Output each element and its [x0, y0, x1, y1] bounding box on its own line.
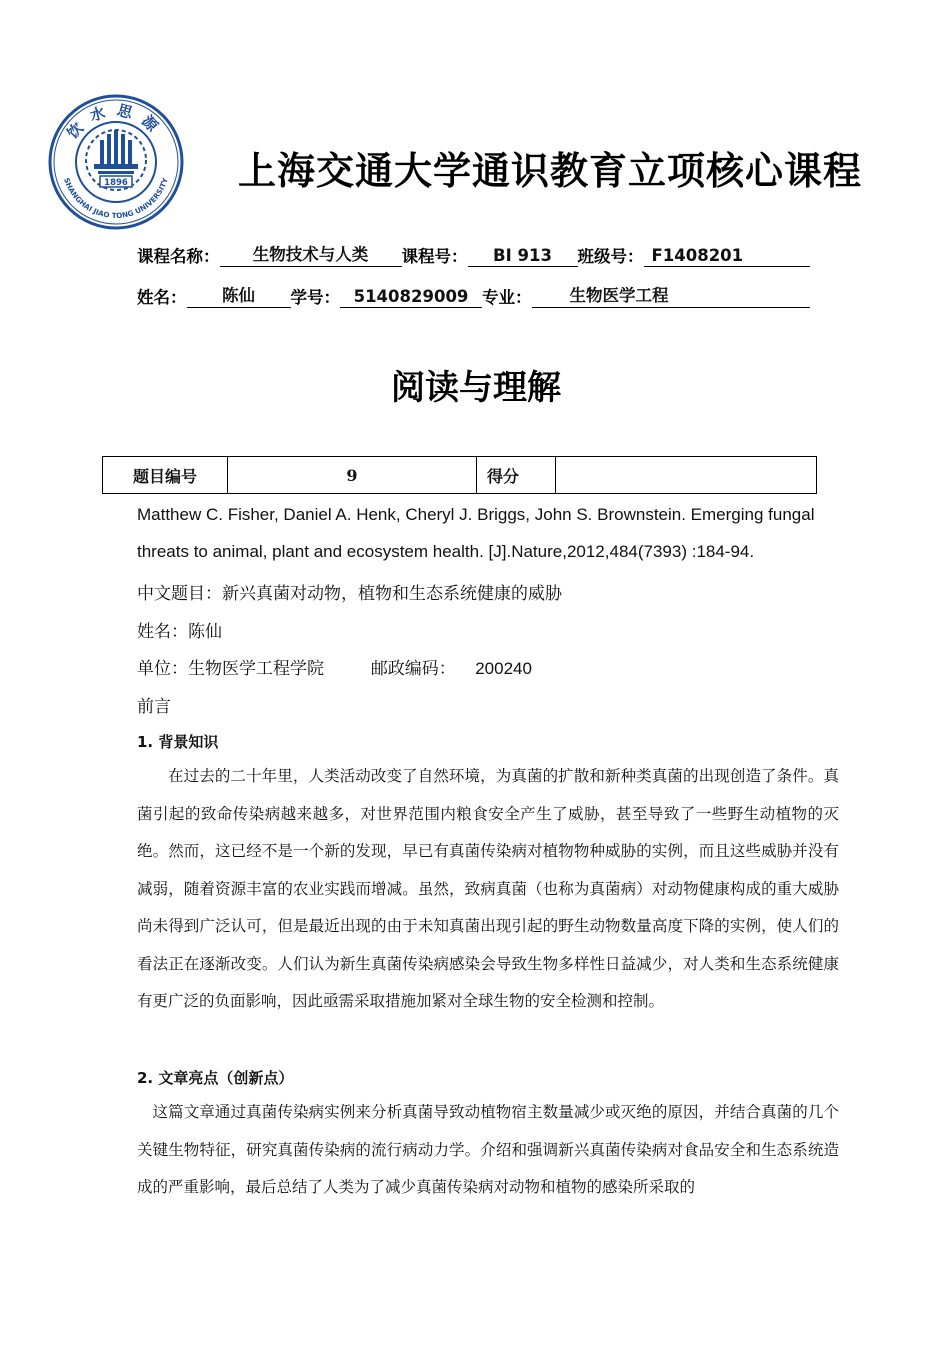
university-title: 上海交通大学通识教育立项核心课程: [238, 149, 863, 193]
svg-text:饮水思源: 饮水思源: [63, 100, 169, 143]
class-no-value: F1408201: [644, 246, 810, 267]
author-name: 姓名：陈仙: [137, 622, 222, 642]
student-id-label: 学号：: [290, 288, 340, 307]
preface-label: 前言: [137, 697, 171, 717]
class-no-label: 班级号：: [577, 247, 644, 266]
unit-line: [137, 654, 532, 679]
major-label: 专业：: [482, 288, 532, 307]
section-1-heading: 1. 背景知识: [137, 733, 219, 751]
name-label: 姓名：: [137, 288, 187, 307]
section-2-paragraph: 这篇文章通过真菌传染病实例来分析真菌导致动植物宿主数量减少或灭绝的原因，并结合真菌的几个关键生物特征，研究真菌传染病的流行病动力学。介绍和强调新兴真菌传染病对食品安全和生态系统造成的严重影响，最后总结了人类为了减少真菌传染病对动物和植物的感染所采取的: [137, 1103, 839, 1196]
citation-line-2: threats to animal, plant and ecosystem health. [J].Nature,2012,484(7393) :184-94.: [137, 542, 755, 561]
score-label: 得分: [477, 457, 556, 494]
score-value[interactable]: [556, 457, 817, 494]
course-info-row: [137, 241, 810, 267]
student-info-row: [137, 282, 810, 308]
section-1-paragraph: 在过去的二十年里，人类活动改变了自然环境，为真菌的扩散和新种类真菌的出现创造了条件。真菌引起的致命传染病越来越多，对世界范围内粮食安全产生了威胁，甚至导致了一些野生动植物的灭绝。然而，这已经不是一个新的发现，早已有真菌传染病对植物物种威胁的实例，而且这些威胁并没有减弱，随着资源丰富的农业实践而增减。虽然，致病真菌（也称为真菌病）对动物健康构成的重大威胁尚未得到广泛认可，但是最近出现的由于未知真菌出现引起的野生动物数量高度下降的实例，使人们的看法正在逐渐改变。人们认为新生真菌传染病感染会导致生物多样性日益减少，对人类和生态系统健康有更广泛的负面影响，因此亟需采取措施加紧对全球生物的安全检测和控制。: [137, 767, 839, 1010]
university-seal-logo: [48, 94, 184, 230]
svg-text:SHANGHAI JIAO TONG UNIVERSITY: SHANGHAI JIAO TONG UNIVERSITY: [62, 176, 170, 221]
student-id-value: 5140829009: [340, 287, 482, 308]
postal-label: 邮政编码：: [370, 659, 456, 679]
unit-text: 单位：生物医学工程学院: [137, 659, 324, 679]
score-table: [102, 456, 817, 494]
name-value: 陈仙: [187, 282, 291, 308]
topic-no-value: 9: [228, 457, 477, 494]
course-no-label: 课程号：: [401, 247, 468, 266]
major-value: 生物医学工程: [532, 282, 810, 308]
document-title: 阅读与理解: [391, 368, 561, 408]
citation-line-1: Matthew C. Fisher, Daniel A. Henk, Cheryl J. Briggs, John S. Brownstein. Emerging fungal: [137, 505, 815, 524]
course-no-value: BI 913: [468, 246, 578, 267]
svg-text:1896: 1896: [104, 178, 128, 188]
section-2-heading: 2. 文章亮点（创新点）: [137, 1069, 294, 1087]
course-name-value: 生物技术与人类: [220, 241, 402, 267]
topic-no-label: 题目编号: [103, 457, 228, 494]
chinese-title: 中文题目：新兴真菌对动物，植物和生态系统健康的威胁: [137, 584, 562, 604]
postal-code: 200240: [475, 659, 532, 678]
course-name-label: 课程名称：: [137, 247, 220, 266]
